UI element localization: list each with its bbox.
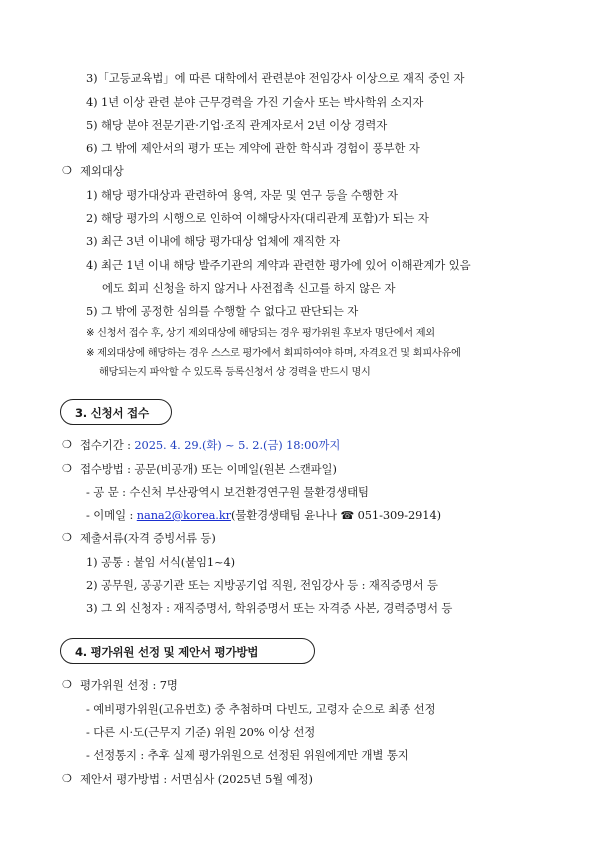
exclusion-item-3: 3) 최근 3년 이내에 해당 평가대상 업체에 재직한 자 — [86, 234, 340, 248]
period-label: 접수기간 : — [80, 438, 135, 452]
circle-bullet-icon: ❍ — [62, 531, 72, 544]
exclusion-item-4: 4) 최근 1년 이내 해당 발주기관의 계약과 관련한 평가에 있어 이해관계가 있음 — [86, 258, 471, 272]
email-suffix: (물환경생태팀 윤나나 — [230, 508, 341, 522]
circle-bullet-icon: ❍ — [62, 678, 72, 691]
qualification-item-4: 4) 1년 이상 관련 분야 근무경력을 가진 기술사 또는 박사학위 소지자 — [86, 95, 424, 109]
exclusion-note-2: ※ 제외대상에 해당하는 경우 스스로 평가에서 회피하여야 하며, 자격요건 및 회피사유에 — [86, 348, 461, 359]
phone-number: 051-309-2914) — [354, 508, 441, 522]
docs-item-1: 1) 공통 : 붙임 서식(붙임1~4) — [86, 555, 235, 569]
section-4-title: 4. 평가위원 선정 및 제안서 평가방법 — [75, 645, 259, 659]
circle-bullet-icon: ❍ — [62, 438, 72, 451]
exclusion-note-2-cont: 해당되는지 파악할 수 있도록 등록신청서 상 경력을 반드시 명시 — [99, 367, 371, 378]
email-line — [86, 508, 441, 523]
evaluation-method: 제안서 평가방법 : 서면심사 (2025년 5월 예정) — [80, 772, 313, 786]
docs-heading: 제출서류(자격 증빙서류 등) — [80, 531, 216, 545]
selection-line: 평가위원 선정 : 7명 — [80, 678, 178, 692]
submission-method: 접수방법 : 공문(비공개) 또는 이메일(원본 스캔파일) — [80, 462, 337, 476]
exclusion-heading: 제외대상 — [80, 164, 124, 178]
email-prefix: - 이메일 : — [86, 508, 137, 522]
period-value: 2025. 4. 29.(화) ~ 5. 2.(금) 18:00까지 — [134, 438, 341, 452]
official-doc-line: - 공 문 : 수신처 부산광역시 보건환경연구원 물환경생태팀 — [86, 485, 369, 499]
circle-bullet-icon: ❍ — [62, 164, 72, 177]
docs-item-3: 3) 그 외 신청자 : 재직증명서, 학위증명서 또는 자격증 사본, 경력증명서 등 — [86, 601, 453, 615]
exclusion-item-4-cont: 에도 회피 신청을 하지 않거나 사전접촉 신고를 하지 않은 자 — [102, 281, 396, 295]
exclusion-item-2: 2) 해당 평가의 시행으로 인하여 이해당사자(대리관계 포함)가 되는 자 — [86, 211, 429, 225]
docs-item-2: 2) 공무원, 공공기관 또는 지방공기업 직원, 전임강사 등 : 재직증명서 등 — [86, 578, 438, 592]
exclusion-item-5: 5) 그 밖에 공정한 심의를 수행할 수 없다고 판단되는 자 — [86, 304, 359, 318]
selection-item-1: - 예비평가위원(고유번호) 중 추첨하며 다빈도, 고령자 순으로 최종 선정 — [86, 702, 436, 716]
circle-bullet-icon: ❍ — [62, 772, 72, 785]
exclusion-item-1: 1) 해당 평가대상과 관련하여 용역, 자문 및 연구 등을 수행한 자 — [86, 188, 398, 202]
period-line — [80, 438, 340, 452]
circle-bullet-icon: ❍ — [62, 462, 72, 475]
section-3-header — [60, 399, 172, 425]
qualification-item-3: 3)「고등교육법」에 따른 대학에서 관련분야 전임강사 이상으로 재직 중인 자 — [86, 71, 465, 85]
selection-item-2: - 다른 시·도(근무지 기준) 위원 20% 이상 선정 — [86, 725, 316, 739]
qualification-item-5: 5) 해당 분야 전문기관·기업·조직 관계자로서 2년 이상 경력자 — [86, 118, 388, 132]
email-link[interactable]: nana2@korea.kr — [136, 508, 231, 522]
qualification-item-6: 6) 그 밖에 제안서의 평가 또는 계약에 관한 학식과 경험이 풍부한 자 — [86, 141, 420, 155]
phone-icon: ☎ — [340, 509, 355, 522]
exclusion-note-1: ※ 신청서 접수 후, 상기 제외대상에 해당되는 경우 평가위원 후보자 명단에서 제외 — [86, 328, 435, 339]
section-3-title: 3. 신청서 접수 — [75, 406, 149, 420]
selection-item-3: - 선정통지 : 추후 실제 평가위원으로 선정된 위원에게만 개별 통지 — [86, 748, 409, 762]
section-4-header — [60, 638, 315, 664]
